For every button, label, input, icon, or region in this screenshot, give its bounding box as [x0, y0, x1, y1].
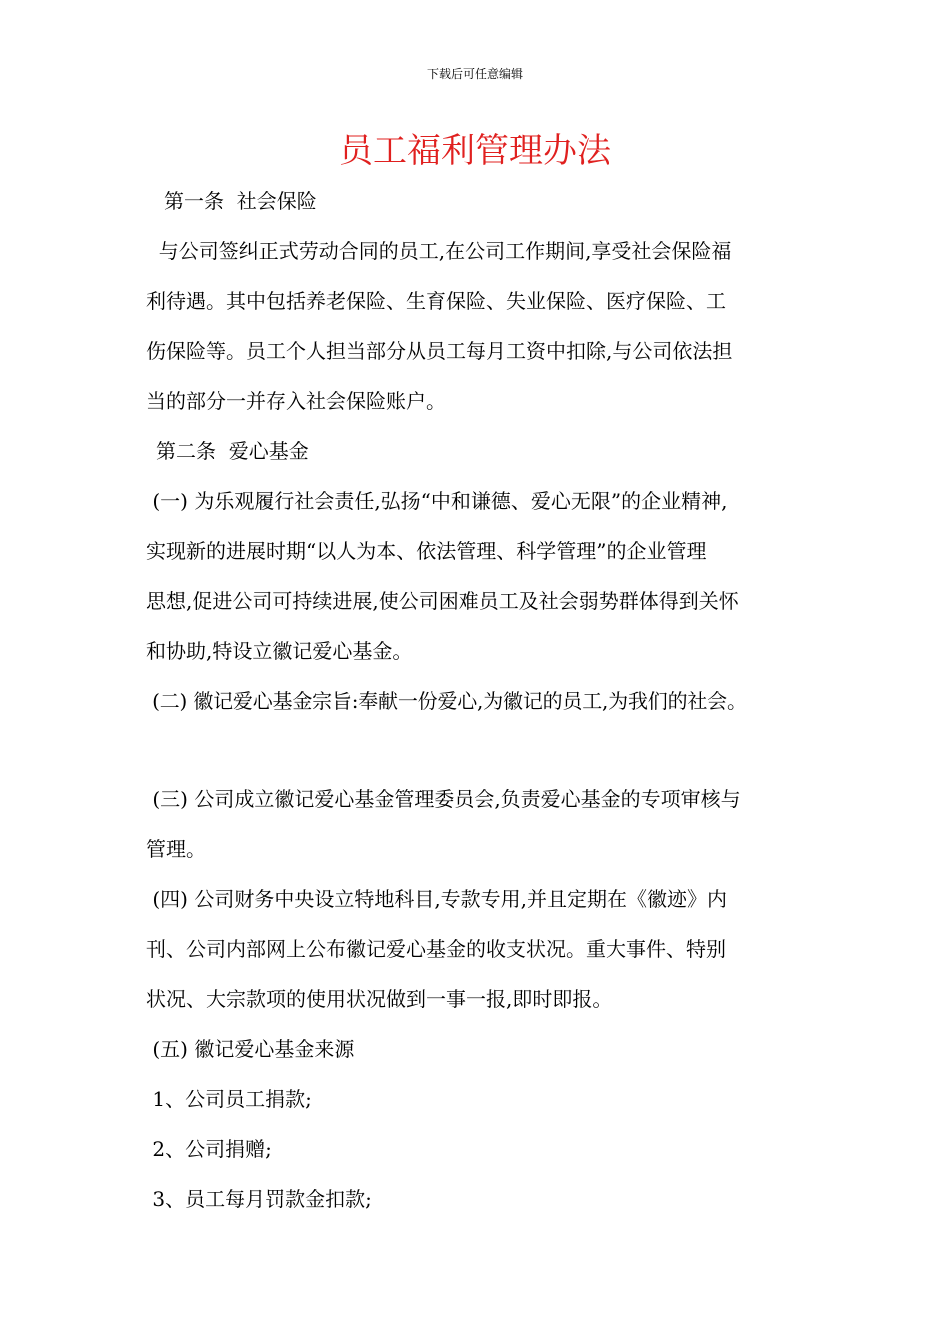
item-1-line-4: 和协助,特设立徽记爱心基金。 [146, 639, 413, 663]
item-4-line-2: 刊、公司内部网上公布徽记爱心基金的收支状况。重大事件、特别 [146, 937, 726, 961]
article-1-line-3: 伤保险等。员工个人担当部分从员工每月工资中扣除,与公司依法担 [146, 339, 733, 363]
item-1-line-3: 思想,促进公司可持续进展,使公司困难员工及社会弱势群体得到关怀 [146, 589, 739, 613]
item-3-line-1: (三) 公司成立徽记爱心基金管理委员会,负责爱心基金的专项审核与 [146, 787, 741, 811]
item-1-line-2: 实现新的进展时期“以人为本、依法管理、科学管理”的企业管理 [146, 539, 707, 563]
document-title: 员工福利管理办法 [339, 131, 611, 171]
item-2: (二) 徽记爱心基金宗旨:奉献一份爱心,为徽记的员工,为我们的社会。 [146, 689, 747, 713]
article-1-line-1: 与公司签纠正式劳动合同的员工,在公司工作期间,享受社会保险福 [146, 239, 732, 263]
article-1-line-4: 当的部分一并存入社会保险账户。 [146, 389, 446, 413]
item-3-line-2: 管理。 [146, 837, 206, 861]
source-item-1: 1、公司员工捐款; [146, 1087, 312, 1111]
item-4-line-1: (四) 公司财务中央设立特地科目,专款专用,并且定期在《徽迹》内 [146, 887, 728, 911]
header-note: 下载后可任意编辑 [426, 67, 523, 81]
source-item-3: 3、员工每月罚款金扣款; [146, 1187, 372, 1211]
article-1-line-2: 利待遇。其中包括养老保险、生育保险、失业保险、医疗保险、工 [146, 289, 726, 313]
item-5: (五) 徽记爱心基金来源 [146, 1037, 355, 1061]
article-1-heading: 第一条 社会保险 [164, 189, 317, 213]
source-item-2: 2、公司捐赠; [146, 1137, 272, 1161]
article-2-heading: 第二条 爱心基金 [156, 439, 309, 463]
item-1-line-1: (一) 为乐观履行社会责任,弘扬“中和谦德、爱心无限”的企业精神, [146, 489, 728, 513]
item-4-line-3: 状况、大宗款项的使用状况做到一事一报,即时即报。 [146, 987, 613, 1011]
